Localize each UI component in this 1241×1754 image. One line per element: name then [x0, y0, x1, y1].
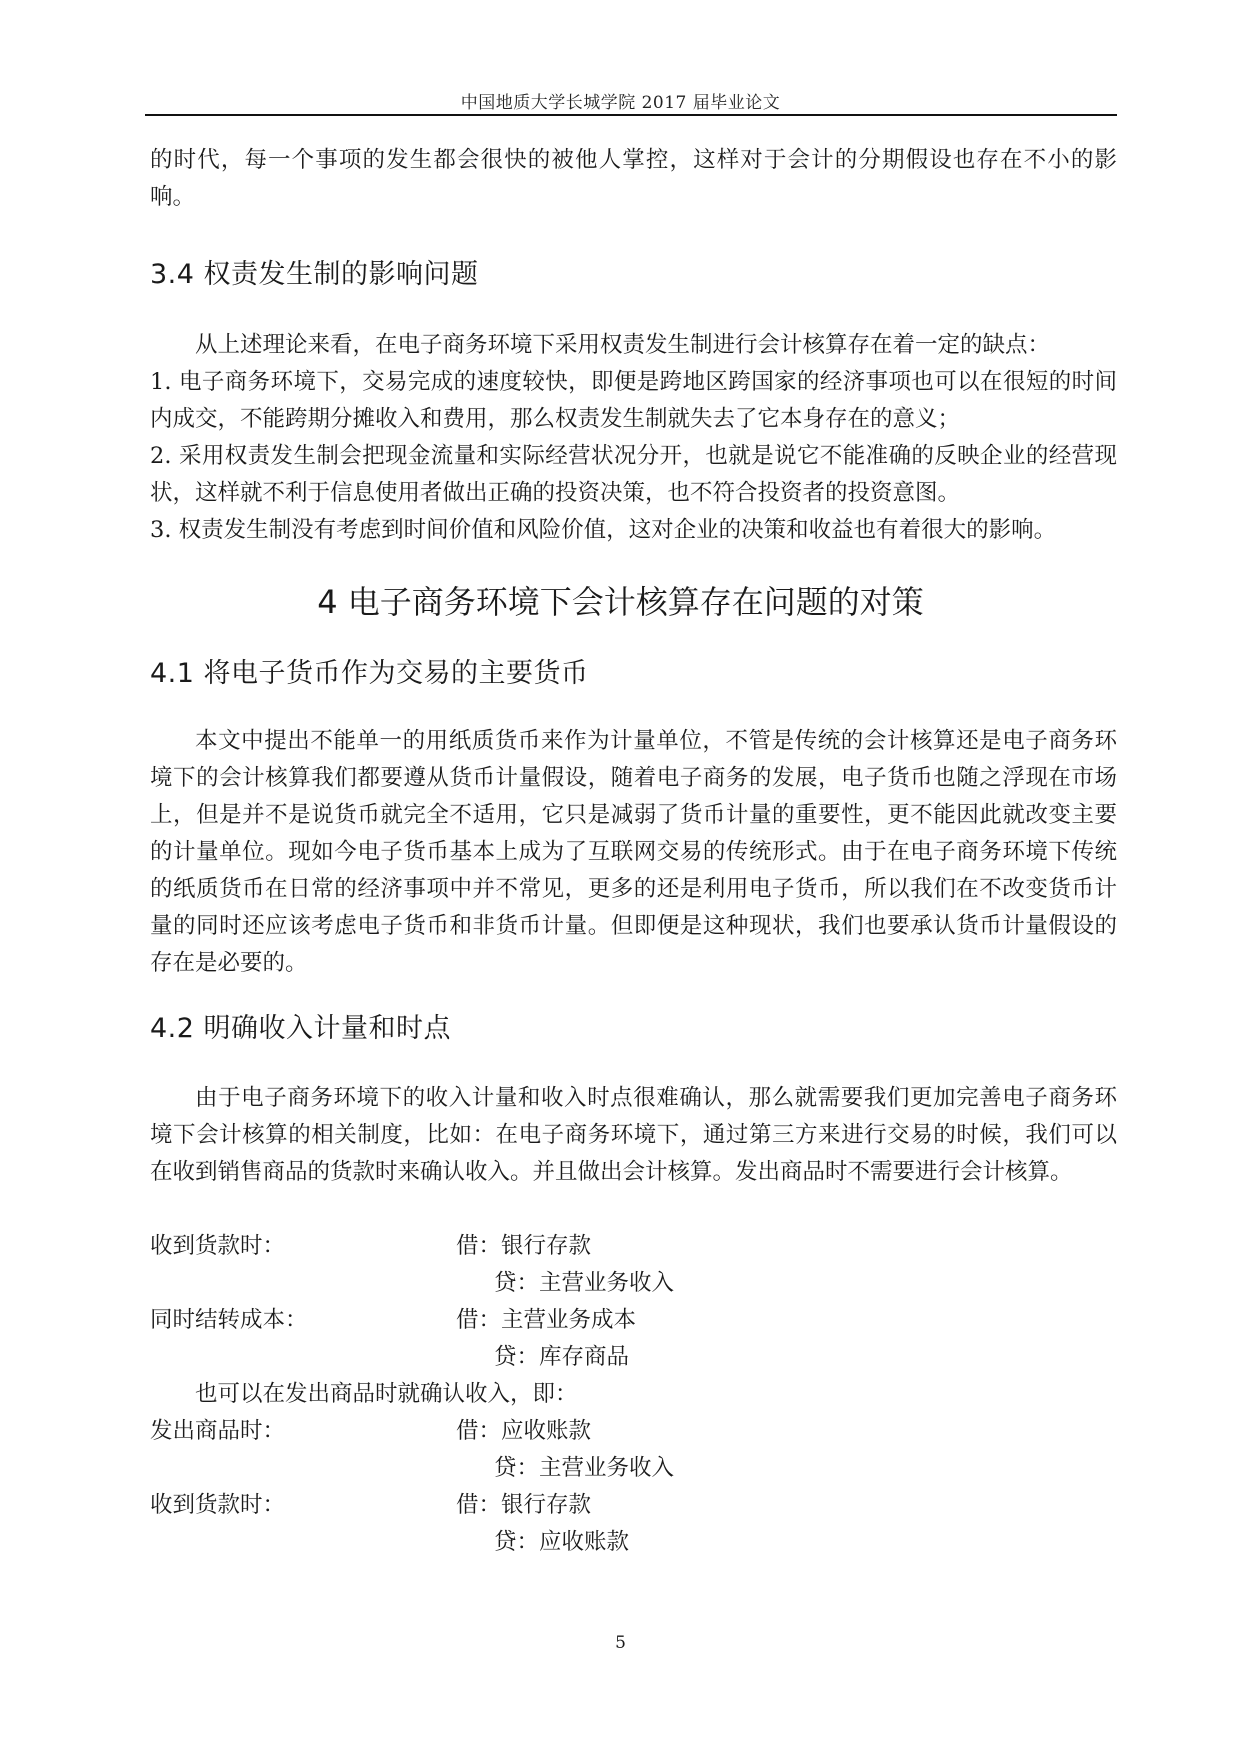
page-number: 5: [615, 1633, 626, 1653]
entry-label: 收到货款时：: [150, 1492, 286, 1518]
section-3-4-heading: 3.4 权责发生制的影响问题: [150, 259, 479, 290]
entry-credit: 贷：主营业务收入: [494, 1270, 675, 1296]
entry-label: 收到货款时：: [150, 1233, 286, 1259]
entry-credit: 贷：应收账款: [494, 1529, 630, 1555]
entry-debit: 借：银行存款: [456, 1233, 592, 1259]
section-4-1-paragraph: 本文中提出不能单一的用纸质货币来作为计量单位，不管是传统的会计核算还是电子商务环境下的会计核算我们都要遵从货币计量假设，随着电子商务的发展，电子货币也随之浮现在市场上，但是并不是说货币就完全不适用，它只是减弱了货币计量的重要性，更不能因此就改变主要的计量单位。现如今电子货币基本上成为了互联网交易的传统形式。由于在电子商务环境下传统的纸质货币在日常的经济事项中并不常见，更多的还是利用电子货币，所以我们在不改变货币计量的同时还应该考虑电子货币和非货币计量。但即便是这种现状，我们也要承认货币计量假设的存在是必要的。: [150, 728, 1117, 976]
entry-debit: 借：银行存款: [456, 1492, 592, 1518]
running-header: 中国地质大学长城学院 2017 届毕业论文: [460, 93, 781, 113]
alternative-intro: 也可以在发出商品时就确认收入，即：: [195, 1381, 578, 1407]
section-4-1-heading: 4.1 将电子货币作为交易的主要货币: [150, 658, 589, 689]
entry-debit: 借：应收账款: [456, 1418, 592, 1444]
section-3-4-item-2: 2. 采用权责发生制会把现金流量和实际经营状况分开，也就是说它不能准确的反映企业的经营现状，这样就不利于信息使用者做出正确的投资决策，也不符合投资者的投资意图。: [150, 443, 1117, 506]
entry-credit: 贷：主营业务收入: [494, 1455, 675, 1481]
chapter-4-heading: 4 电子商务环境下会计核算存在问题的对策: [317, 583, 924, 621]
section-4-2-heading: 4.2 明确收入计量和时点: [150, 1013, 452, 1044]
entry-credit: 贷：库存商品: [494, 1344, 630, 1370]
continued-paragraph: 的时代，每一个事项的发生都会很快的被他人掌控，这样对于会计的分期假设也存在不小的影响。: [150, 147, 1117, 210]
header-rule: [145, 114, 1117, 116]
section-3-4-item-1: 1. 电子商务环境下，交易完成的速度较快，即便是跨地区跨国家的经济事项也可以在很短的时间内成交，不能跨期分摊收入和费用，那么权责发生制就失去了它本身存在的意义；: [150, 369, 1117, 432]
section-4-2-paragraph: 由于电子商务环境下的收入计量和收入时点很难确认，那么就需要我们更加完善电子商务环境下会计核算的相关制度，比如：在电子商务环境下，通过第三方来进行交易的时候，我们可以在收到销售商品的货款时来确认收入。并且做出会计核算。发出商品时不需要进行会计核算。: [150, 1085, 1117, 1185]
section-3-4-item-3: 3. 权责发生制没有考虑到时间价值和风险价值，这对企业的决策和收益也有着很大的影响。: [150, 517, 1057, 543]
entry-debit: 借：主营业务成本: [456, 1307, 637, 1333]
section-3-4-intro: 从上述理论来看，在电子商务环境下采用权责发生制进行会计核算存在着一定的缺点：: [195, 332, 1051, 358]
entry-label: 发出商品时：: [150, 1418, 286, 1444]
entry-label: 同时结转成本：: [150, 1307, 308, 1333]
